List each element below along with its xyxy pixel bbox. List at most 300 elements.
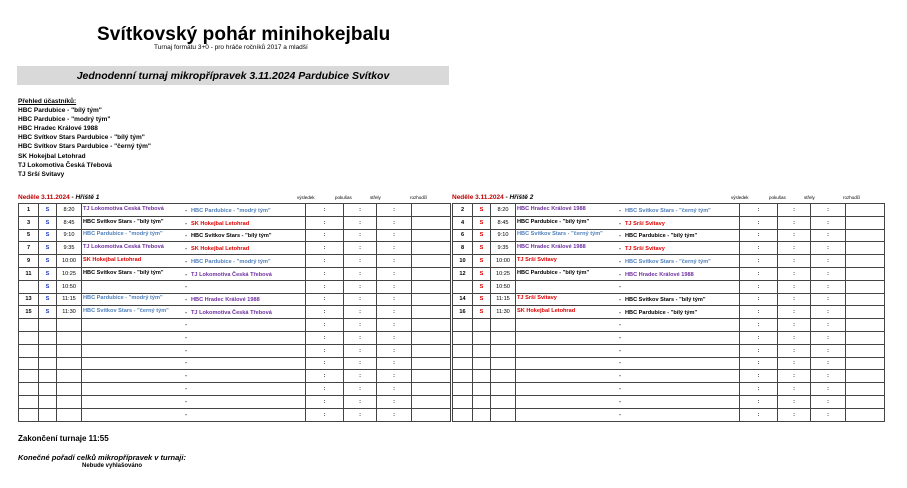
match-number bbox=[453, 280, 473, 293]
referee-cell bbox=[412, 319, 451, 332]
result-cell: : bbox=[306, 204, 344, 217]
result-cell: : bbox=[306, 331, 344, 344]
result-cell: : bbox=[306, 306, 344, 319]
match-pairing bbox=[82, 242, 306, 255]
strely-cell: : bbox=[811, 395, 846, 408]
pokusy-cell: : bbox=[778, 357, 811, 370]
result-cell: : bbox=[306, 293, 344, 306]
strely-cell: : bbox=[377, 319, 412, 332]
match-pairing bbox=[516, 408, 740, 421]
referee-cell bbox=[846, 383, 885, 396]
result-cell: : bbox=[306, 370, 344, 383]
match-number: 11 bbox=[19, 267, 39, 280]
court-marker bbox=[473, 370, 491, 383]
match-time bbox=[57, 370, 82, 383]
match-pairing bbox=[516, 331, 740, 344]
match-pairing bbox=[516, 216, 740, 229]
table-row bbox=[19, 216, 451, 229]
table-row bbox=[19, 370, 451, 383]
strely-cell: : bbox=[811, 319, 846, 332]
pokusy-cell: : bbox=[344, 267, 377, 280]
table-row bbox=[19, 280, 451, 293]
referee-cell bbox=[846, 229, 885, 242]
home-team-cell bbox=[83, 219, 181, 225]
table-row bbox=[453, 306, 885, 319]
match-number bbox=[453, 408, 473, 421]
table-row bbox=[453, 395, 885, 408]
match-time: 10:25 bbox=[491, 267, 516, 280]
match-number bbox=[19, 319, 39, 332]
court-marker bbox=[473, 331, 491, 344]
strely-cell: : bbox=[811, 216, 846, 229]
home-team-cell bbox=[517, 231, 615, 237]
vs-separator: - bbox=[619, 411, 621, 418]
match-time: 9:10 bbox=[491, 229, 516, 242]
pokusy-cell: : bbox=[344, 216, 377, 229]
vs-separator: - bbox=[185, 386, 187, 393]
away-team: HBC Pardubice - "bílý tým" bbox=[625, 310, 698, 317]
home-team: HBC Hradec Králové 1988 bbox=[517, 244, 586, 251]
referee-cell bbox=[846, 344, 885, 357]
match-number: 5 bbox=[19, 229, 39, 242]
match-number bbox=[19, 408, 39, 421]
vs-separator: - bbox=[185, 220, 187, 227]
match-number: 6 bbox=[453, 229, 473, 242]
referee-cell bbox=[412, 242, 451, 255]
court-marker: S bbox=[473, 267, 491, 280]
referee-cell bbox=[846, 204, 885, 217]
match-time: 11:15 bbox=[491, 293, 516, 306]
table-row bbox=[453, 255, 885, 268]
home-team: HBC Svítkov Stars - "bílý tým" bbox=[83, 269, 164, 276]
court-2-separator: - bbox=[503, 194, 510, 201]
strely-cell: : bbox=[377, 408, 412, 421]
vs-separator: - bbox=[619, 334, 621, 341]
match-time: 8:45 bbox=[491, 216, 516, 229]
participant-item: HBC Pardubice - "modrý tým" bbox=[18, 116, 111, 124]
pokusy-cell: : bbox=[344, 408, 377, 421]
pokusy-cell: : bbox=[778, 229, 811, 242]
match-pairing bbox=[82, 357, 306, 370]
result-cell: : bbox=[740, 255, 778, 268]
match-time bbox=[57, 331, 82, 344]
strely-cell: : bbox=[811, 204, 846, 217]
match-pairing bbox=[516, 293, 740, 306]
strely-cell: : bbox=[811, 229, 846, 242]
court-marker bbox=[39, 357, 57, 370]
match-number bbox=[19, 370, 39, 383]
table-row bbox=[19, 242, 451, 255]
table-row bbox=[19, 255, 451, 268]
pokusy-cell: : bbox=[778, 242, 811, 255]
vs-separator: - bbox=[619, 347, 621, 354]
table-row bbox=[453, 267, 885, 280]
home-team: HBC Hradec Králové 1988 bbox=[517, 205, 586, 212]
match-number: 10 bbox=[453, 255, 473, 268]
result-cell: : bbox=[306, 216, 344, 229]
referee-cell bbox=[412, 293, 451, 306]
table-row bbox=[453, 408, 885, 421]
referee-cell bbox=[846, 306, 885, 319]
match-pairing bbox=[516, 319, 740, 332]
referee-cell bbox=[412, 306, 451, 319]
match-time bbox=[491, 319, 516, 332]
result-cell: : bbox=[740, 383, 778, 396]
table-row bbox=[453, 357, 885, 370]
pokusy-cell: : bbox=[778, 267, 811, 280]
away-team: HBC Svítkov Stars - "bílý tým" bbox=[625, 297, 706, 304]
pokusy-cell: : bbox=[778, 255, 811, 268]
match-number: 12 bbox=[453, 267, 473, 280]
court-marker: S bbox=[39, 293, 57, 306]
strely-cell: : bbox=[377, 383, 412, 396]
match-number bbox=[453, 331, 473, 344]
participant-item: HBC Svítkov Stars Pardubice - "černý tým" bbox=[18, 143, 151, 151]
result-cell: : bbox=[740, 293, 778, 306]
table-row bbox=[453, 319, 885, 332]
match-pairing bbox=[82, 408, 306, 421]
home-team-cell bbox=[517, 244, 615, 250]
result-cell: : bbox=[306, 383, 344, 396]
match-pairing bbox=[82, 280, 306, 293]
match-number: 7 bbox=[19, 242, 39, 255]
vs-separator: - bbox=[185, 347, 187, 354]
result-cell: : bbox=[740, 216, 778, 229]
strely-cell: : bbox=[811, 408, 846, 421]
home-team-cell bbox=[83, 244, 181, 250]
strely-cell: : bbox=[811, 370, 846, 383]
court-1-separator: - bbox=[69, 194, 76, 201]
table-row bbox=[453, 383, 885, 396]
match-time: 9:10 bbox=[57, 229, 82, 242]
table-row bbox=[453, 344, 885, 357]
pokusy-cell: : bbox=[344, 229, 377, 242]
pokusy-cell: : bbox=[344, 306, 377, 319]
court-2-col-strely: střely bbox=[804, 195, 815, 200]
match-number: 15 bbox=[19, 306, 39, 319]
strely-cell: : bbox=[811, 331, 846, 344]
home-team: HBC Svítkov Stars - "bílý tým" bbox=[83, 218, 164, 225]
vs-separator: - bbox=[619, 360, 621, 367]
referee-cell bbox=[412, 370, 451, 383]
home-team-cell bbox=[83, 257, 181, 263]
referee-cell bbox=[412, 357, 451, 370]
result-cell: : bbox=[306, 255, 344, 268]
court-marker: S bbox=[473, 229, 491, 242]
home-team-cell bbox=[83, 270, 181, 276]
match-time: 10:25 bbox=[57, 267, 82, 280]
result-cell: : bbox=[740, 229, 778, 242]
referee-cell bbox=[412, 255, 451, 268]
court-marker: S bbox=[39, 229, 57, 242]
match-number bbox=[19, 344, 39, 357]
result-cell: : bbox=[740, 280, 778, 293]
home-team: HBC Svítkov Stars - "černý tým" bbox=[83, 308, 169, 315]
match-time bbox=[491, 408, 516, 421]
away-team: HBC Pardubice - "bílý tým" bbox=[625, 233, 698, 240]
away-team: HBC Svítkov Stars - "bílý tým" bbox=[191, 233, 272, 240]
result-cell: : bbox=[740, 357, 778, 370]
away-team: SK Hokejbal Letohrad bbox=[191, 246, 250, 253]
match-time bbox=[491, 357, 516, 370]
match-time bbox=[491, 395, 516, 408]
home-team: SK Hokejbal Letohrad bbox=[83, 257, 142, 264]
court-1-date: Neděle 3.11.2024 bbox=[18, 194, 70, 201]
vs-separator: - bbox=[185, 411, 187, 418]
pokusy-cell: : bbox=[778, 293, 811, 306]
match-pairing bbox=[516, 229, 740, 242]
strely-cell: : bbox=[377, 216, 412, 229]
strely-cell: : bbox=[377, 357, 412, 370]
vs-separator: - bbox=[619, 386, 621, 393]
court-marker bbox=[473, 395, 491, 408]
table-row bbox=[19, 306, 451, 319]
referee-cell bbox=[846, 357, 885, 370]
court-1-heading bbox=[18, 194, 99, 201]
match-time: 8:20 bbox=[57, 204, 82, 217]
strely-cell: : bbox=[377, 280, 412, 293]
court-marker bbox=[473, 319, 491, 332]
match-pairing bbox=[82, 395, 306, 408]
strely-cell: : bbox=[377, 331, 412, 344]
vs-separator: - bbox=[619, 246, 621, 253]
result-cell: : bbox=[740, 267, 778, 280]
pokusy-cell: : bbox=[778, 331, 811, 344]
pokusy-cell: : bbox=[344, 357, 377, 370]
referee-cell bbox=[412, 216, 451, 229]
result-cell: : bbox=[740, 319, 778, 332]
table-row bbox=[453, 204, 885, 217]
match-number bbox=[19, 331, 39, 344]
table-row bbox=[19, 331, 451, 344]
match-pairing bbox=[82, 383, 306, 396]
court-2-col-result: výsledek bbox=[731, 195, 749, 200]
table-row bbox=[19, 229, 451, 242]
match-number bbox=[19, 383, 39, 396]
court-marker bbox=[39, 331, 57, 344]
participant-item: HBC Hradec Králové 1988 bbox=[18, 125, 98, 133]
result-cell: : bbox=[306, 344, 344, 357]
pokusy-cell: : bbox=[344, 331, 377, 344]
strely-cell: : bbox=[377, 242, 412, 255]
strely-cell: : bbox=[811, 242, 846, 255]
referee-cell bbox=[846, 293, 885, 306]
strely-cell: : bbox=[811, 383, 846, 396]
match-time: 11:30 bbox=[57, 306, 82, 319]
pokusy-cell: : bbox=[344, 242, 377, 255]
match-pairing bbox=[516, 370, 740, 383]
match-time bbox=[57, 383, 82, 396]
match-time: 8:45 bbox=[57, 216, 82, 229]
match-pairing bbox=[516, 357, 740, 370]
match-pairing bbox=[516, 306, 740, 319]
table-row bbox=[453, 242, 885, 255]
home-team: HBC Svítkov Stars - "černý tým" bbox=[517, 231, 603, 238]
match-number: 8 bbox=[453, 242, 473, 255]
match-number bbox=[19, 357, 39, 370]
match-time: 10:00 bbox=[491, 255, 516, 268]
court-marker bbox=[39, 319, 57, 332]
pokusy-cell: : bbox=[344, 383, 377, 396]
away-team: SK Hokejbal Letohrad bbox=[191, 220, 250, 227]
home-team: TJ Lokomotiva Česká Třebová bbox=[83, 244, 164, 251]
vs-separator: - bbox=[185, 233, 187, 240]
pokusy-cell: : bbox=[344, 395, 377, 408]
participant-item: HBC Pardubice - "bílý tým" bbox=[18, 107, 102, 115]
match-time bbox=[491, 344, 516, 357]
participant-item: HBC Svítkov Stars Pardubice - "bílý tým" bbox=[18, 134, 145, 142]
home-team: SK Hokejbal Letohrad bbox=[517, 308, 576, 315]
match-number: 3 bbox=[19, 216, 39, 229]
court-marker bbox=[39, 344, 57, 357]
court-marker: S bbox=[473, 216, 491, 229]
result-cell: : bbox=[740, 306, 778, 319]
result-cell: : bbox=[306, 395, 344, 408]
strely-cell: : bbox=[811, 255, 846, 268]
strely-cell: : bbox=[811, 344, 846, 357]
pokusy-cell: : bbox=[778, 383, 811, 396]
match-number bbox=[453, 357, 473, 370]
court-2-schedule-table bbox=[452, 203, 885, 422]
result-cell: : bbox=[740, 408, 778, 421]
vs-separator: - bbox=[185, 271, 187, 278]
vs-separator: - bbox=[185, 360, 187, 367]
home-team-cell bbox=[517, 206, 615, 212]
match-time: 10:00 bbox=[57, 255, 82, 268]
away-team: HBC Hradec Králové 1988 bbox=[191, 297, 260, 304]
court-marker: S bbox=[473, 280, 491, 293]
court-marker bbox=[473, 357, 491, 370]
match-pairing bbox=[82, 255, 306, 268]
match-number bbox=[19, 280, 39, 293]
table-row bbox=[19, 408, 451, 421]
table-row bbox=[19, 344, 451, 357]
vs-separator: - bbox=[619, 271, 621, 278]
table-row bbox=[453, 216, 885, 229]
pokusy-cell: : bbox=[344, 204, 377, 217]
court-1-col-rozhodci: rozhodčí bbox=[410, 195, 428, 200]
result-cell: : bbox=[740, 344, 778, 357]
home-team: TJ Srší Svitavy bbox=[517, 295, 557, 302]
result-cell: : bbox=[306, 319, 344, 332]
page-subtitle: Turnaj formátu 3+0 - pro hráče ročníků 2017 a mladší bbox=[154, 44, 308, 51]
strely-cell: : bbox=[377, 204, 412, 217]
referee-cell bbox=[412, 383, 451, 396]
referee-cell bbox=[846, 242, 885, 255]
pokusy-cell: : bbox=[344, 344, 377, 357]
home-team-cell bbox=[517, 219, 615, 225]
pokusy-cell: : bbox=[344, 255, 377, 268]
match-pairing bbox=[516, 267, 740, 280]
home-team-cell bbox=[517, 295, 615, 301]
match-time: 11:30 bbox=[491, 306, 516, 319]
referee-cell bbox=[412, 280, 451, 293]
home-team-cell bbox=[517, 270, 615, 276]
referee-cell bbox=[846, 370, 885, 383]
referee-cell bbox=[412, 204, 451, 217]
away-team: TJ Srší Svitavy bbox=[625, 246, 665, 253]
table-row bbox=[453, 331, 885, 344]
match-number: 4 bbox=[453, 216, 473, 229]
strely-cell: : bbox=[377, 267, 412, 280]
court-marker bbox=[39, 408, 57, 421]
away-team: HBC Hradec Králové 1988 bbox=[625, 271, 694, 278]
court-2-date: Neděle 3.11.2024 bbox=[452, 194, 504, 201]
vs-separator: - bbox=[185, 207, 187, 214]
participants-header: Přehled účastníků: bbox=[18, 98, 77, 105]
match-time bbox=[57, 319, 82, 332]
court-marker bbox=[473, 383, 491, 396]
pokusy-cell: : bbox=[778, 408, 811, 421]
match-pairing bbox=[516, 280, 740, 293]
court-marker: S bbox=[39, 306, 57, 319]
referee-cell bbox=[412, 408, 451, 421]
table-row bbox=[19, 204, 451, 217]
vs-separator: - bbox=[185, 334, 187, 341]
away-team: HBC Pardubice - "modrý tým" bbox=[191, 207, 271, 214]
strely-cell: : bbox=[377, 370, 412, 383]
strely-cell: : bbox=[377, 395, 412, 408]
vs-separator: - bbox=[185, 310, 187, 317]
match-number bbox=[19, 395, 39, 408]
vs-separator: - bbox=[619, 207, 621, 214]
pokusy-cell: : bbox=[778, 216, 811, 229]
participant-item: TJ Srší Svitavy bbox=[18, 170, 65, 178]
away-team: HBC Pardubice - "modrý tým" bbox=[191, 259, 271, 266]
pokusy-cell: : bbox=[778, 306, 811, 319]
vs-separator: - bbox=[619, 259, 621, 266]
table-row bbox=[453, 293, 885, 306]
vs-separator: - bbox=[619, 297, 621, 304]
court-1-name: Hřiště 1 bbox=[75, 194, 100, 201]
table-row bbox=[19, 357, 451, 370]
match-time bbox=[491, 331, 516, 344]
court-marker: S bbox=[39, 242, 57, 255]
pokusy-cell: : bbox=[778, 204, 811, 217]
home-team-cell bbox=[517, 257, 615, 263]
result-cell: : bbox=[306, 229, 344, 242]
referee-cell bbox=[846, 255, 885, 268]
match-time: 9:35 bbox=[491, 242, 516, 255]
match-pairing bbox=[82, 370, 306, 383]
pokusy-cell: : bbox=[344, 293, 377, 306]
away-team: TJ Lokomotiva Česká Třebová bbox=[191, 310, 272, 317]
strely-cell: : bbox=[811, 306, 846, 319]
vs-separator: - bbox=[619, 283, 621, 290]
result-cell: : bbox=[740, 395, 778, 408]
match-time: 10:50 bbox=[57, 280, 82, 293]
vs-separator: - bbox=[619, 373, 621, 380]
strely-cell: : bbox=[377, 344, 412, 357]
court-2-col-rozhodci: rozhodčí bbox=[843, 195, 861, 200]
table-row bbox=[453, 229, 885, 242]
page-title: Svítkovský pohár minihokejbalu bbox=[97, 24, 391, 45]
match-number bbox=[453, 395, 473, 408]
home-team: HBC Pardubice - "bílý tým" bbox=[517, 269, 590, 276]
final-ranking-note: Nebude vyhlašováno bbox=[82, 463, 143, 469]
court-marker bbox=[473, 344, 491, 357]
court-marker: S bbox=[39, 216, 57, 229]
vs-separator: - bbox=[185, 398, 187, 405]
court-marker bbox=[39, 383, 57, 396]
table-row bbox=[19, 293, 451, 306]
court-2-name: Hřiště 2 bbox=[509, 194, 534, 201]
vs-separator: - bbox=[619, 220, 621, 227]
match-pairing bbox=[82, 267, 306, 280]
strely-cell: : bbox=[811, 357, 846, 370]
participant-item: TJ Lokomotiva Česká Třebová bbox=[18, 161, 112, 169]
strely-cell: : bbox=[377, 306, 412, 319]
